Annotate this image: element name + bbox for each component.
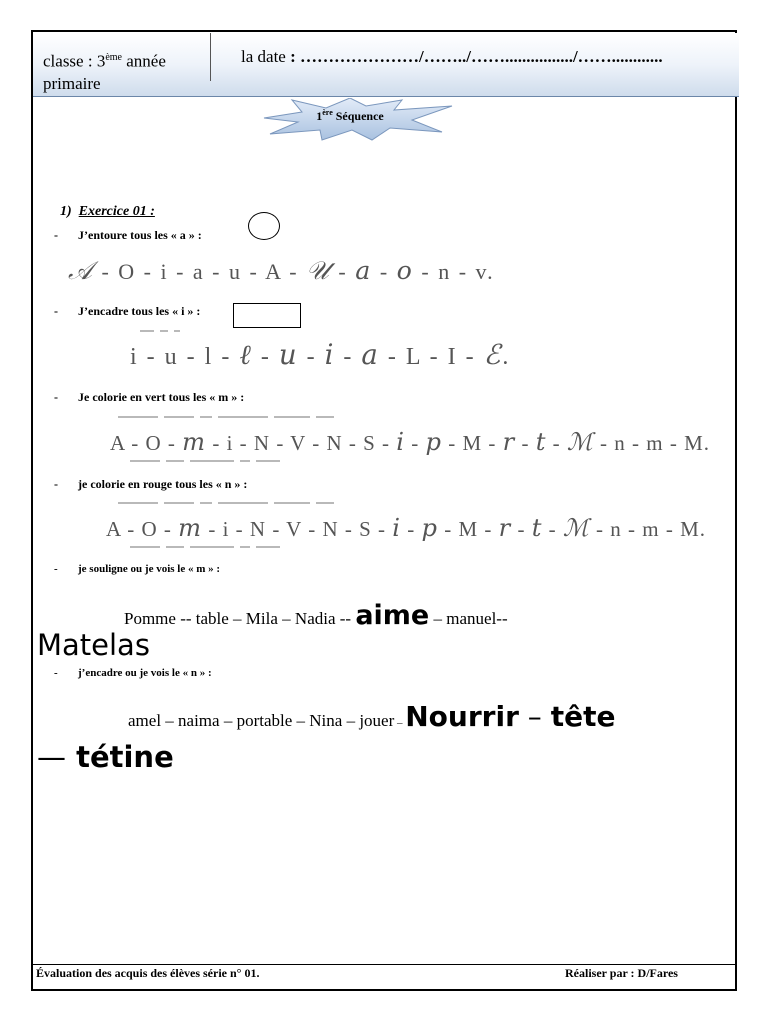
instruction-text: je souligne ou je vois le « m » :	[78, 563, 221, 575]
exercise-heading: Exercice 01 :	[78, 204, 155, 219]
bullet-dash: -	[54, 563, 58, 575]
letter-item: -	[330, 259, 356, 284]
letter-item: i	[392, 514, 402, 542]
letter-item: m	[182, 428, 207, 456]
word-group: – manuel--	[429, 609, 508, 628]
word-big: tétine	[66, 740, 174, 774]
word-group: Pomme -- table – Mila – Nadia --	[124, 609, 356, 628]
letter-item: r	[502, 428, 516, 456]
letter-item: a	[361, 338, 380, 371]
words-line-n-2	[37, 740, 174, 774]
exercise-title	[60, 204, 155, 220]
letter-item: r	[498, 514, 512, 542]
letter-item: m	[178, 514, 203, 542]
scan-artifact	[118, 502, 458, 510]
letter-item: - n - m - M.	[593, 431, 710, 455]
letter-item: u	[278, 338, 299, 371]
letter-item: - n - v.	[413, 259, 495, 284]
letter-item: - i - N - V - N - S -	[202, 517, 393, 541]
instruction-text: j’encadre ou je vois le « n » :	[78, 667, 212, 679]
letter-item: - O - i - a - u - A -	[93, 259, 307, 284]
letter-item: -	[405, 431, 426, 455]
bullet-dash: -	[54, 228, 58, 242]
word-big: aime	[355, 600, 430, 631]
letter-item: .	[502, 344, 511, 370]
letter-item: - M -	[438, 517, 499, 541]
letter-item: 𝒜	[68, 256, 94, 285]
page-frame	[31, 30, 737, 991]
letter-item: t	[535, 428, 547, 456]
instruction-box-i	[54, 304, 200, 319]
letter-item: -	[511, 517, 532, 541]
letter-item: - n - m - M.	[589, 517, 706, 541]
scan-artifact	[140, 330, 200, 338]
date-label: la date	[241, 47, 286, 66]
letters-row-4	[106, 514, 706, 542]
letter-item: -	[401, 517, 422, 541]
letter-item: - L - I -	[379, 344, 484, 370]
word-separator: –	[394, 717, 406, 729]
letters-row-2	[130, 338, 510, 371]
letter-item: ℳ	[566, 428, 594, 456]
sequence-label	[262, 108, 438, 124]
letter-item: p	[421, 514, 438, 542]
footer-evaluation: Évaluation des acquis des élèves série n° 01.	[36, 966, 260, 980]
words-line-n	[128, 700, 615, 733]
letter-item: p	[425, 428, 442, 456]
instruction-text: J’encadre tous les « i » :	[78, 304, 201, 318]
letter-item: ℳ	[562, 514, 590, 542]
words-line-m	[124, 600, 508, 631]
letter-item: -	[372, 259, 397, 284]
footer-divider	[33, 964, 737, 965]
scan-artifact	[130, 546, 460, 554]
instruction-box-n	[54, 667, 212, 679]
date-field	[241, 47, 663, 67]
sequence-number: 1	[316, 109, 323, 123]
letter-item: A - O -	[110, 431, 183, 455]
instruction-color-n	[54, 477, 247, 492]
bullet-dash: -	[54, 477, 58, 491]
circle-example	[248, 212, 280, 240]
instruction-color-m	[54, 390, 244, 405]
header-divider	[210, 33, 211, 81]
letter-item: i	[324, 338, 336, 371]
letter-item: ℓ	[239, 338, 253, 371]
instruction-text: je colorie en rouge tous les « n » :	[78, 477, 248, 491]
bullet-dash: -	[54, 667, 58, 679]
bullet-dash: -	[54, 304, 58, 318]
footer-author: Réaliser par : D/Fares	[565, 966, 678, 980]
letter-item: -	[542, 517, 563, 541]
letter-item: 𝒰	[306, 256, 331, 285]
letter-item: -	[335, 344, 362, 370]
instruction-underline-m	[54, 563, 220, 575]
letter-item: i	[396, 428, 406, 456]
word-big: Nourrir	[405, 700, 519, 733]
instruction-text: J’entoure tous les « a » :	[78, 228, 202, 242]
letter-item: ℰ	[483, 338, 503, 371]
word-big: tête	[550, 700, 616, 733]
letter-item: A - O -	[106, 517, 179, 541]
letter-item: t	[531, 514, 543, 542]
bullet-dash: -	[54, 390, 58, 404]
instruction-text: Je colorie en vert tous les « m » :	[78, 390, 245, 404]
box-example	[233, 303, 301, 328]
date-value: : …………………/……../……................/……............	[285, 47, 663, 66]
word-separator: –	[518, 700, 551, 733]
class-field	[43, 47, 213, 95]
letter-item: -	[546, 431, 567, 455]
letter-item: -	[252, 344, 279, 370]
sequence-text: Séquence	[332, 109, 384, 123]
letter-item: -	[515, 431, 536, 455]
class-sup: ème	[105, 52, 122, 63]
word-separator: —	[37, 740, 66, 774]
sequence-sup: ère	[322, 108, 333, 117]
word-group: amel – naima – portable – Nina – jouer	[128, 711, 395, 730]
letter-item: -	[298, 344, 325, 370]
letter-item: a	[355, 256, 373, 285]
scan-artifact	[130, 460, 460, 468]
words-line-m-2: Matelas	[37, 628, 150, 662]
instruction-circle-a	[54, 228, 202, 243]
exercise-number: 1)	[60, 204, 72, 219]
scan-artifact	[118, 416, 458, 424]
letter-item: - i - N - V - N - S -	[206, 431, 397, 455]
letters-row-1	[68, 256, 495, 287]
letter-item: o	[396, 256, 414, 285]
class-suffix: année primaire	[43, 51, 166, 93]
letters-row-3	[110, 428, 710, 456]
header-bar	[33, 33, 739, 97]
class-label: classe : 3	[43, 51, 106, 71]
letter-item: - M -	[442, 431, 503, 455]
letter-item: i - u - l -	[130, 344, 240, 370]
